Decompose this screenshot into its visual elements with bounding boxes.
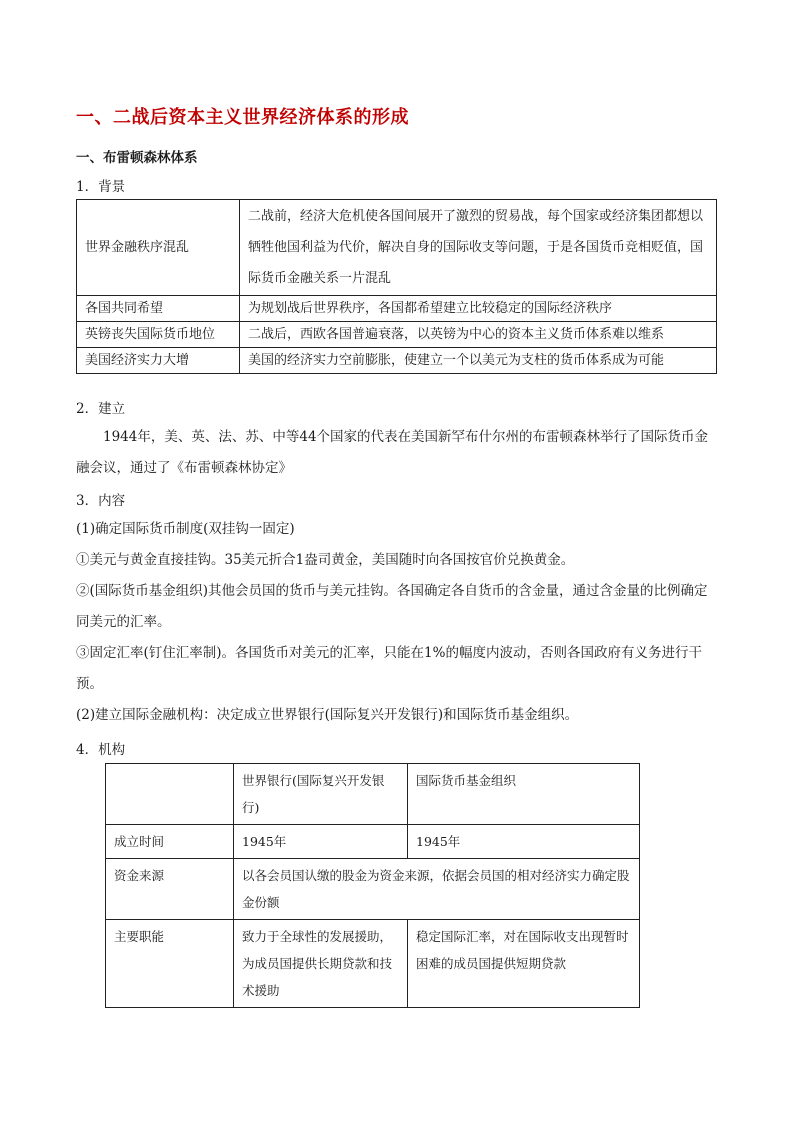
table-cell: 世界银行(国际复兴开发银行) <box>234 764 408 825</box>
table-row <box>106 764 640 825</box>
content-item: ①美元与黄金直接挂钩。35美元折合1盎司黄金，美国随时向各国按官价兑换黄金。 <box>76 552 575 568</box>
table-cell: 稳定国际汇率，对在国际收支出现暂时困难的成员国提供短期贷款 <box>408 920 640 1008</box>
table-row <box>106 859 640 920</box>
background-table <box>76 199 717 374</box>
table-cell: 为规划战后世界秩序，各国都希望建立比较稳定的国际经济秩序 <box>240 296 717 322</box>
content-item: ③固定汇率(钉住汇率制)。各国货币对美元的汇率，只能在1%的幅度内波动，否则各国政府有义务进行干预。 <box>76 645 702 692</box>
table-cell: 1945年 <box>234 825 408 859</box>
table-cell: 二战前，经济大危机使各国间展开了激烈的贸易战，每个国家或经济集团都想以牺牲他国利益为代价，解决自身的国际收支等问题，于是各国货币竞相贬值，国际货币金融关系一片混乱 <box>240 200 717 296</box>
table-cell: 二战后，西欧各国普遍衰落，以英镑为中心的资本主义货币体系难以维系 <box>240 322 717 348</box>
table-cell: 美国的经济实力空前膨胀，使建立一个以美元为支柱的货币体系成为可能 <box>240 348 717 374</box>
page-title: 一、二战后资本主义世界经济体系的形成 <box>76 107 409 128</box>
content-item: (2)建立国际金融机构：决定成立世界银行(国际复兴开发银行)和国际货币基金组织。 <box>76 707 579 723</box>
table-cell: 英镑丧失国际货币地位 <box>77 322 240 348</box>
table-cell: 主要职能 <box>106 920 234 1008</box>
subheading-establish: 2．建立 <box>76 401 126 417</box>
table-cell: 1945年 <box>408 825 640 859</box>
subheading-institution: 4．机构 <box>76 742 126 758</box>
table-row <box>106 825 640 859</box>
content-item: ②(国际货币基金组织)其他会员国的货币与美元挂钩。各国确定各自货币的含金量，通过含金量的比例确定同美元的汇率。 <box>76 583 708 630</box>
table-cell: 各国共同希望 <box>77 296 240 322</box>
table-row <box>106 920 640 1008</box>
institution-table <box>105 763 640 1008</box>
table-row <box>77 348 717 374</box>
table-cell: 国际货币基金组织 <box>408 764 640 825</box>
table-cell <box>106 764 234 825</box>
table-cell: 以各会员国认缴的股金为资金来源，依据会员国的相对经济实力确定股金份额 <box>234 859 640 920</box>
subheading-background: 1．背景 <box>76 179 126 195</box>
content-item: (1)确定国际货币制度(双挂钩一固定) <box>76 521 295 537</box>
table-cell: 世界金融秩序混乱 <box>77 200 240 296</box>
table-row <box>77 200 717 296</box>
table-cell: 资金来源 <box>106 859 234 920</box>
table-cell: 致力于全球性的发展援助，为成员国提供长期贷款和技术援助 <box>234 920 408 1008</box>
establish-paragraph: 1944年，美、英、法、苏、中等44个国家的代表在美国新罕布什尔州的布雷顿森林举行了国际货币金融会议，通过了《布雷顿森林协定》 <box>76 429 709 476</box>
table-cell: 成立时间 <box>106 825 234 859</box>
table-row <box>77 322 717 348</box>
section-heading: 一、布雷顿森林体系 <box>76 150 198 166</box>
subheading-content: 3．内容 <box>76 493 126 509</box>
table-row <box>77 296 717 322</box>
table-cell: 美国经济实力大增 <box>77 348 240 374</box>
